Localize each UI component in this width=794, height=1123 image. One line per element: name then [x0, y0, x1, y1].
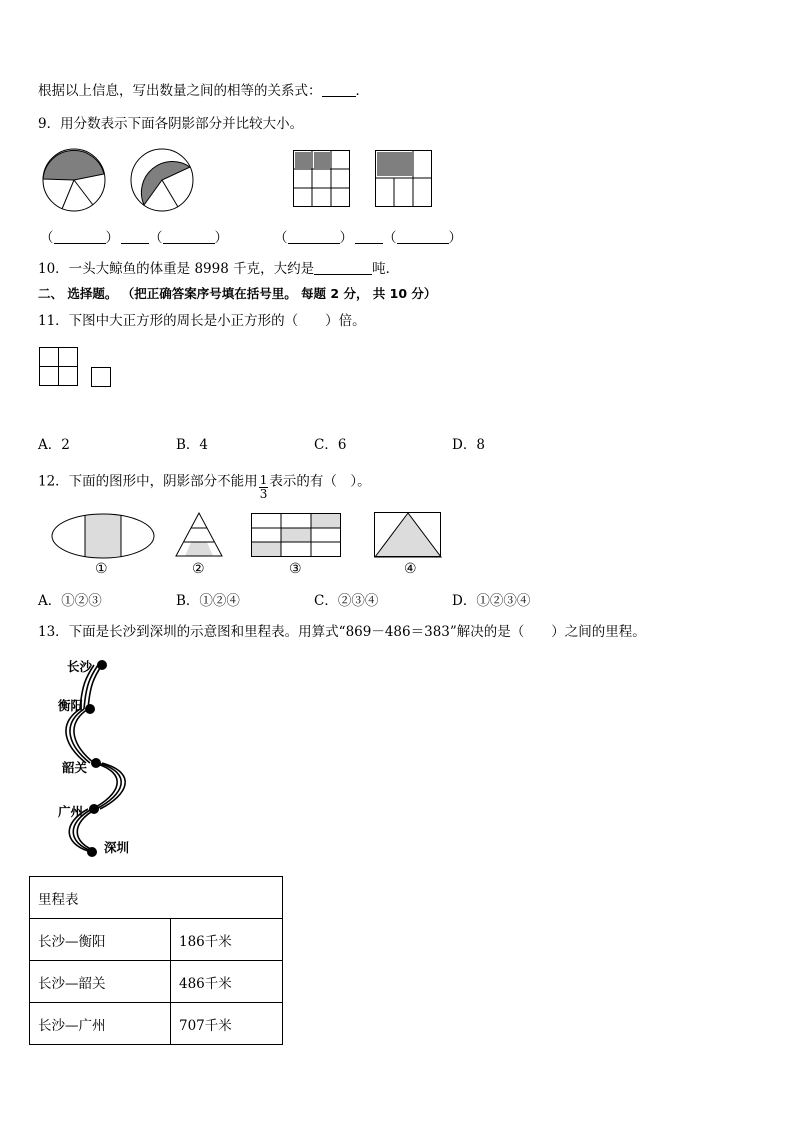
city-dot	[97, 660, 107, 670]
table-title-row	[30, 877, 283, 919]
triangle-in-rect-figure	[374, 512, 442, 558]
option-c[interactable]: C．6	[314, 437, 347, 453]
figure-label-2: ②	[192, 561, 205, 577]
city-dot	[91, 758, 101, 768]
pie-figure-1	[42, 148, 106, 212]
figure-label-1: ①	[95, 561, 108, 577]
distance-cell: 707千米	[171, 1003, 283, 1045]
triangle-figure	[175, 512, 223, 558]
table-row	[30, 961, 283, 1003]
compare-blank[interactable]	[121, 231, 149, 244]
section-heading: 二、 选择题。 （把正确答案序号填在括号里。 每题 2 分， 共 10 分）	[38, 286, 437, 301]
option-a[interactable]: A．2	[38, 437, 70, 453]
q9-compare-right: （ ） （ ）	[274, 230, 462, 246]
city-label: 衡阳	[58, 698, 84, 713]
answer-blank[interactable]	[397, 231, 449, 244]
answer-blank[interactable]	[314, 262, 372, 275]
answer-blank[interactable]	[163, 231, 215, 244]
big-square-figure	[39, 347, 79, 387]
q12-question: 12．下面的图形中，阴影部分不能用 $\frac{1}{3}$ 表示的有（ ）。	[38, 473, 371, 501]
route-cell: 长沙—广州	[30, 1003, 171, 1045]
q9-compare-left: （ ） （ ）	[40, 230, 228, 246]
table-title: 里程表	[30, 877, 283, 919]
q11-question: 11．下图中大正方形的周长是小正方形的（ ）倍。	[38, 313, 366, 329]
city-dot	[87, 847, 97, 857]
grid-rect-figure	[251, 513, 341, 557]
q8-tail: 根据以上信息，写出数量之间的相等的关系式： ．	[38, 83, 369, 99]
q10-question: 10．一头大鲸鱼的体重是 8998 千克，大约是 吨．	[38, 261, 400, 277]
city-label: 广州	[58, 804, 84, 819]
route-cell: 长沙—衡阳	[30, 919, 171, 961]
mileage-table	[29, 876, 283, 1045]
q8-text: 根据以上信息，写出数量之间的相等的关系式：	[38, 83, 322, 99]
city-dot	[89, 804, 99, 814]
option-d[interactable]: D．8	[452, 437, 485, 453]
small-square-figure	[91, 367, 112, 388]
q9-question: 9．用分数表示下面各阴影部分并比较大小。	[38, 116, 304, 132]
city-label: 长沙	[67, 659, 93, 674]
ellipse-figure	[51, 513, 155, 559]
option-a[interactable]: A．①②③	[38, 593, 102, 609]
option-d[interactable]: D．①②③④	[452, 593, 531, 609]
grid-figure-1	[293, 150, 350, 207]
city-label: 深圳	[104, 840, 130, 855]
answer-blank[interactable]	[54, 231, 106, 244]
option-c[interactable]: C．②③④	[314, 593, 379, 609]
route-cell: 长沙—韶关	[30, 961, 171, 1003]
pie-figure-2	[130, 148, 194, 212]
city-label: 韶关	[62, 760, 88, 775]
distance-cell: 186千米	[171, 919, 283, 961]
fraction: $\frac{1}{3}$	[259, 473, 268, 501]
figure-label-4: ④	[404, 561, 417, 577]
table-row	[30, 919, 283, 961]
grid-figure-2	[375, 150, 432, 207]
distance-cell: 486千米	[171, 961, 283, 1003]
table-row	[30, 1003, 283, 1045]
answer-blank[interactable]	[322, 84, 356, 97]
q13-question: 13．下面是长沙到深圳的示意图和里程表。用算式“869－486＝383”解决的是（ ）之间的里程。	[38, 624, 646, 640]
figure-label-3: ③	[289, 561, 302, 577]
option-b[interactable]: B．4	[176, 437, 209, 453]
city-dot	[85, 704, 95, 714]
option-b[interactable]: B．①②④	[176, 593, 240, 609]
answer-blank[interactable]	[288, 231, 340, 244]
compare-blank[interactable]	[355, 231, 383, 244]
